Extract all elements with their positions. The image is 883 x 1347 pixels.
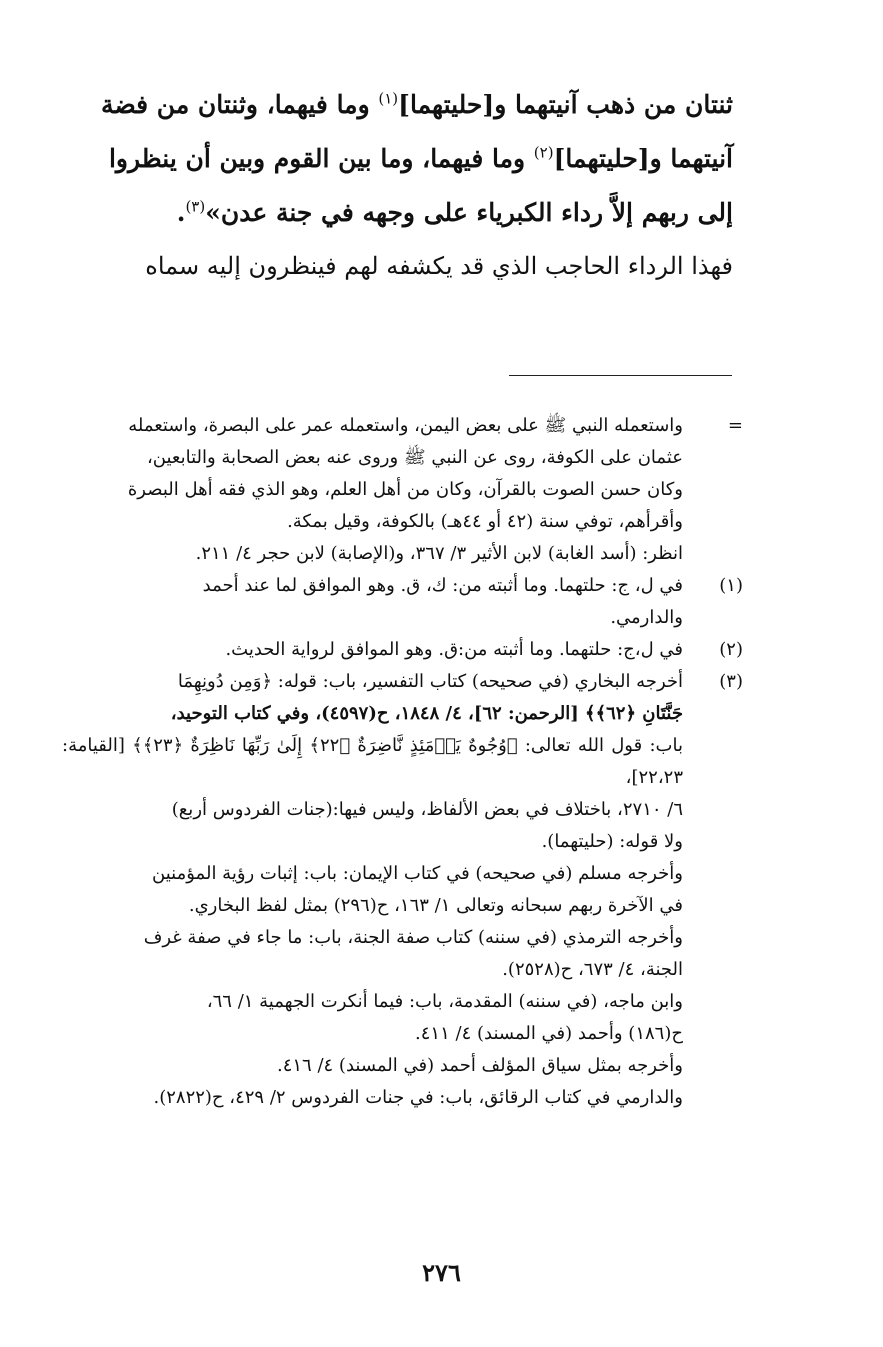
- continuation-line: عثمان على الكوفة، روى عن النبي ﷺ وروى عنه بعض الصحابة والتابعين،: [146, 447, 683, 468]
- reference-line: الجنة، ٤/ ٦٧٣، ح(٢٥٢٨).: [502, 959, 683, 980]
- continuation-line: واستعمله النبي ﷺ على بعض اليمن، واستعمله عمر على البصرة، واستعمله: [128, 415, 683, 436]
- reference-line: والدارمي في كتاب الرقائق، باب: في جنات الفردوس ٢/ ٤٢٩، ح(٢٨٢٢).: [153, 1087, 683, 1108]
- main-line-3: [62, 186, 733, 240]
- footnote-3-line: باب: قول الله تعالى: ﴿وُجُوهٌ يَوۡمَئِذٍ نَّاضِرَةٌ ﴿٢٢﴾ إِلَىٰ رَبِّهَا نَاظِرَةٌ ﴿٢٣﴾﴾ [القيامة: ٢٢،٢٣]،: [62, 735, 683, 788]
- main-line-3-text-a: إلى ربهم إلاَّ رداء الكبرياء على وجهه في جنة عدن»: [205, 198, 733, 227]
- footnote-ref-3[interactable]: (٣): [185, 197, 206, 216]
- reference-line: وأخرجه مسلم (في صحيحه) في كتاب الإيمان: باب: إثبات رؤية المؤمنين: [152, 863, 683, 884]
- footnote-1: [62, 570, 743, 634]
- footnote-1-line: في ل، ج: حلتهما. وما أثبته من: ك، ق. وهو الموافق لما عند أحمد: [202, 575, 683, 596]
- footnote-3-line: أخرجه البخاري (في صحيحه) كتاب التفسير، باب: قوله: ﴿وَمِن دُونِهِمَا: [177, 671, 683, 692]
- footnote-3-line: ولا قوله: (حليتهما).: [541, 831, 683, 852]
- main-line-3-text-b: .: [176, 198, 186, 227]
- main-line-2-text-a: آنيتهما و[حليتهما]: [553, 144, 733, 173]
- footnote-2-marker: (٢): [719, 639, 743, 660]
- main-line-1: [62, 78, 733, 132]
- additional-references: [62, 858, 743, 1114]
- footnote-1-line: والدارمي.: [610, 607, 683, 628]
- main-line-1-text-b: وما فيهما، وثنتان من فضة: [101, 90, 379, 119]
- continuation-line: انظر: (أسد الغابة) لابن الأثير ٣/ ٣٦٧، و(الإصابة) لابن حجر ٤/ ٢١١.: [195, 543, 683, 564]
- footnote-3-marker: (٣): [719, 671, 743, 692]
- reference-line: وابن ماجه، (في سننه) المقدمة، باب: فيما أنكرت الجهمية ١/ ٦٦،: [206, 991, 683, 1012]
- continuation-marker: =: [727, 415, 743, 436]
- footnote-2: [62, 634, 743, 666]
- page-number: ٢٧٦: [422, 1258, 461, 1287]
- reference-line: في الآخرة ربهم سبحانه وتعالى ١/ ١٦٣، ح(٢٩٦) بمثل لفظ البخاري.: [188, 895, 683, 916]
- footnote-ref-1[interactable]: (١): [378, 89, 399, 108]
- continuation-line: وكان حسن الصوت بالقرآن، وكان من أهل العلم، وهو الذي فقه أهل البصرة: [127, 479, 683, 500]
- footnote-continuation: [62, 410, 743, 570]
- footnotes-section: [62, 410, 743, 1114]
- footnote-2-line: في ل،ج: حلتهما. وما أثبته من:ق. وهو الموافق لرواية الحديث.: [225, 639, 683, 660]
- footnote-3: [62, 666, 743, 858]
- reference-line: ح(١٨٦) وأحمد (في المسند) ٤/ ٤١١.: [415, 1023, 683, 1044]
- commentary-paragraph: فهذا الرداء الحاجب الذي قد يكشفه لهم فينظرون إليه سماه: [145, 252, 733, 280]
- main-hadith-paragraph: [62, 78, 733, 240]
- reference-line: وأخرجه الترمذي (في سننه) كتاب صفة الجنة، باب: ما جاء في صفة غرف: [143, 927, 683, 948]
- footnote-3-line: جَنَّتَانِ ﴿٦٢﴾﴾ [الرحمن: ٦٢]، ٤/ ١٨٤٨، ح(٤٥٩٧)، وفي كتاب التوحيد،: [170, 703, 683, 724]
- reference-line: وأخرجه بمثل سياق المؤلف أحمد (في المسند) ٤/ ٤١٦.: [276, 1055, 683, 1076]
- footnote-3-line: ٦/ ٢٧١٠، باختلاف في بعض الألفاظ، وليس فيها:(جنات الفردوس أربع): [171, 799, 683, 820]
- footnote-1-marker: (١): [719, 575, 743, 596]
- continuation-line: وأقرأهم، توفي سنة (٤٢ أو ٤٤هـ) بالكوفة، وقيل بمكة.: [287, 511, 683, 532]
- footnote-ref-2[interactable]: (٢): [533, 143, 554, 162]
- footnote-separator: [509, 375, 732, 376]
- main-line-2-text-b: وما فيهما، وما بين القوم وبين أن ينظروا: [108, 144, 534, 173]
- main-line-1-text-a: ثنتان من ذهب آنيتهما و[حليتهما]: [398, 90, 733, 119]
- main-line-2: [62, 132, 733, 186]
